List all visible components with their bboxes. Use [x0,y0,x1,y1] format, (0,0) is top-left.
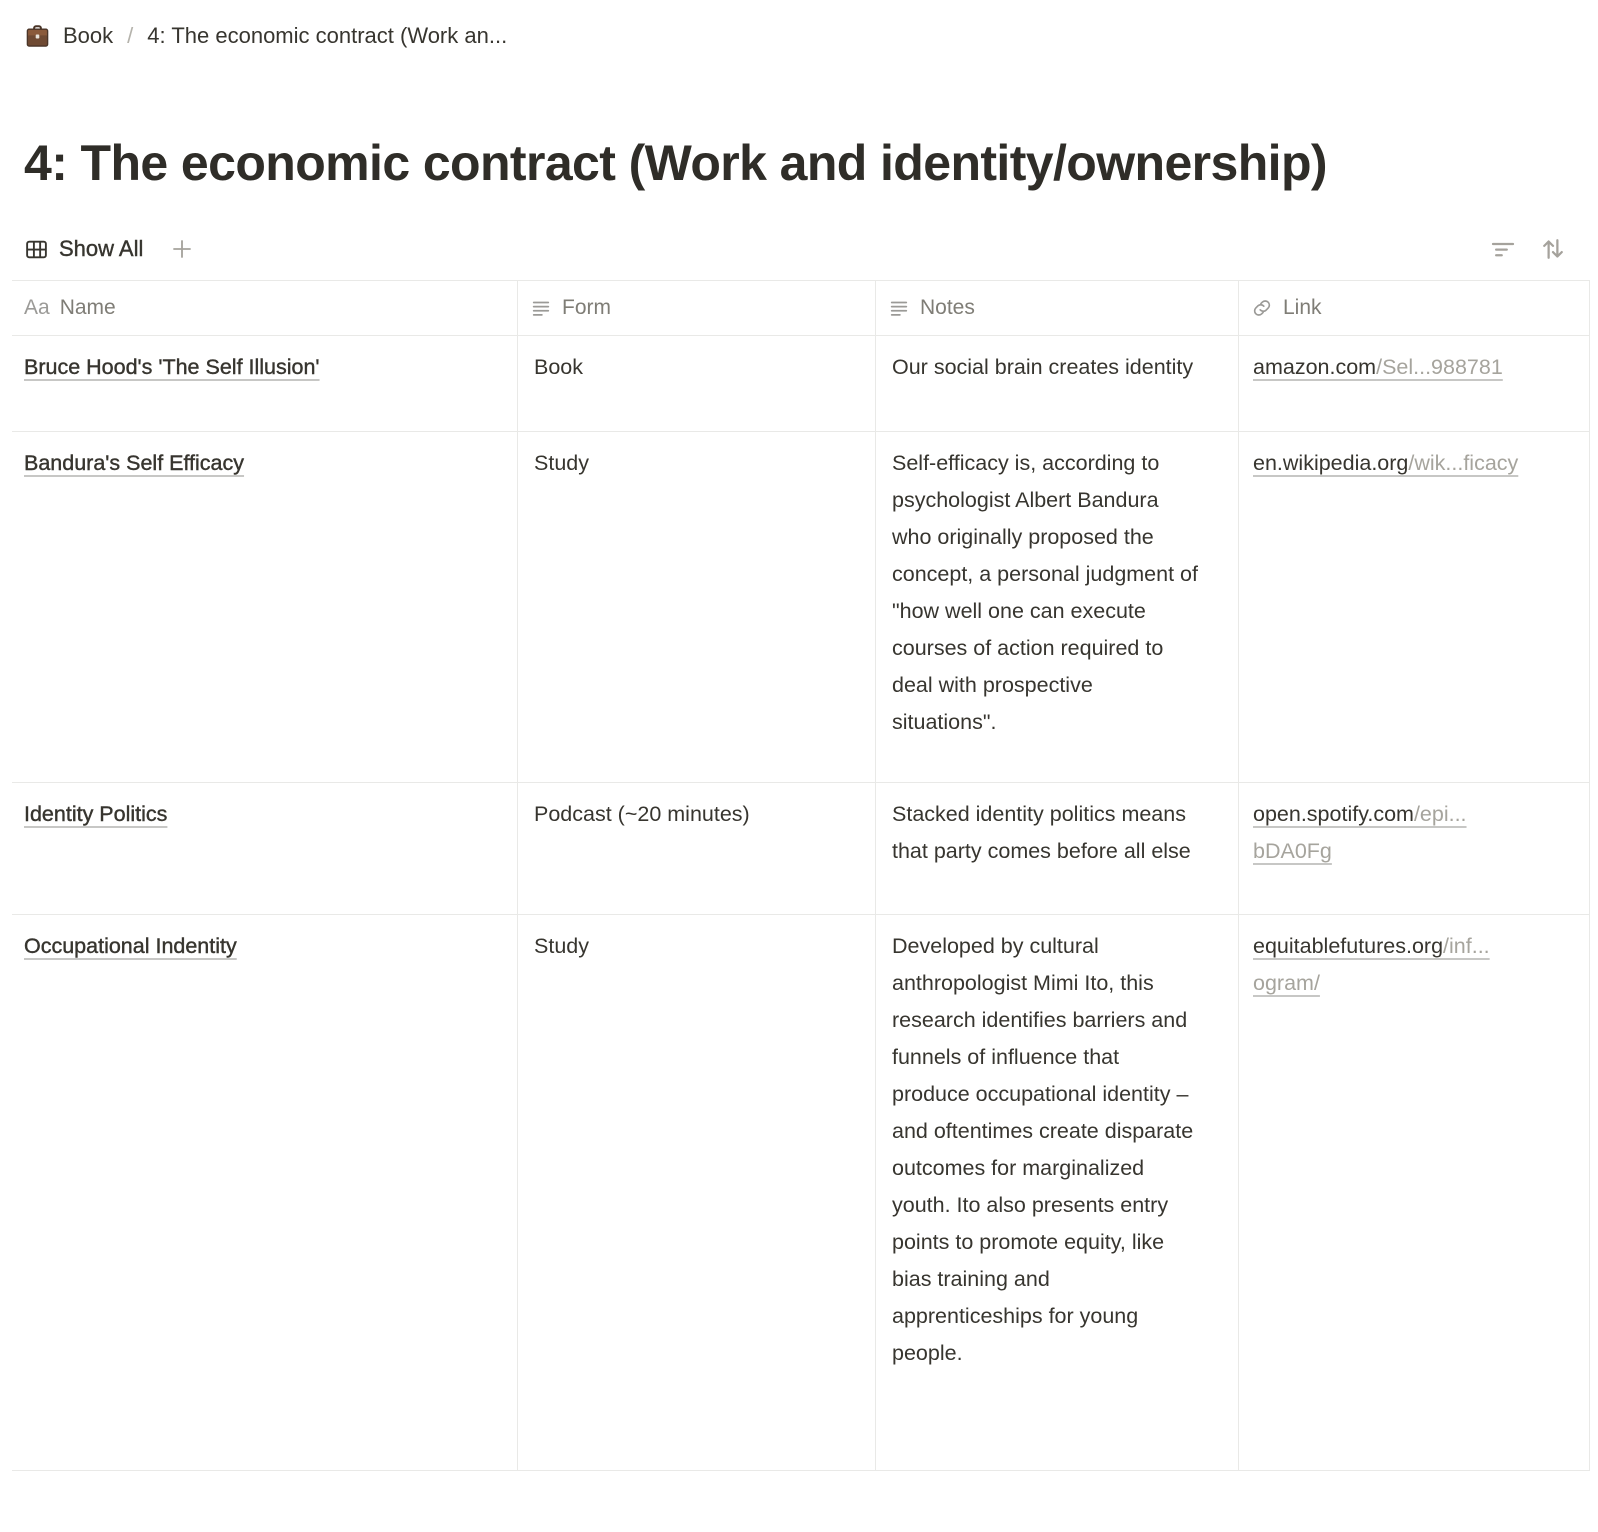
external-link[interactable] [1253,802,1571,870]
breadcrumb [0,0,1598,54]
table-row [12,915,1589,1471]
view-tab-label: Show All [59,236,144,261]
cell-link[interactable] [1239,783,1589,914]
link-host: equitablefutures.org [1253,934,1444,958]
column-header-label: Link [1283,296,1322,319]
table-row [12,336,1589,432]
cell-link[interactable] [1239,915,1589,1470]
cell-name[interactable] [12,336,518,431]
column-header-label: Notes [920,296,975,319]
link-path: /inf... [1443,934,1490,958]
table-row [12,432,1589,783]
cell-name[interactable] [12,432,518,782]
cell-name[interactable] [12,783,518,914]
text-property-icon [888,297,910,319]
column-header-label: Form [562,296,611,319]
external-link[interactable] [1253,934,1571,1002]
column-header-label: Name [59,296,116,319]
link-path-continued: bDA0Fg [1253,839,1332,863]
table-view-icon [24,237,49,262]
link-host: en.wikipedia.org [1253,451,1409,475]
table-header-row [12,280,1589,336]
external-link[interactable] [1253,355,1503,379]
link-path: /Sel...988781 [1376,355,1503,379]
filter-icon[interactable] [1478,230,1528,268]
breadcrumb-separator: / [127,23,134,48]
view-toolbar [12,218,1578,280]
database-table [12,280,1590,1471]
cell-notes[interactable]: Developed by cultural anthropologist Mimi Ito, this research identifies barriers and funnels of influence that produce occupational identity – and oftentimes create disparate outcomes for marginalized youth. Ito also presents entry points to promote equity, like bias training and apprenticeships for young people. [876,915,1239,1470]
cell-link[interactable] [1239,336,1589,431]
cell-form[interactable]: Study [518,915,876,1470]
table-body [12,336,1589,1471]
column-header-link[interactable] [1239,281,1589,335]
cell-form[interactable]: Study [518,432,876,782]
briefcase-icon [24,23,51,50]
page-link[interactable]: Bandura's Self Efficacy [24,451,245,475]
text-property-icon [530,297,552,319]
add-view-icon[interactable] [165,232,199,266]
link-path: /wik...ficacy [1408,451,1519,475]
table-row [12,783,1589,915]
link-path-continued: ogram/ [1253,971,1320,995]
column-header-name[interactable] [12,281,518,335]
page-title: 4: The economic contract (Work and identity/ownership) [24,135,1327,191]
cell-notes[interactable]: Our social brain creates identity [876,336,1239,431]
cell-name[interactable] [12,915,518,1470]
external-link[interactable] [1253,451,1518,475]
sort-icon[interactable] [1528,229,1578,269]
page-link[interactable]: Identity Politics [24,802,168,826]
link-host: open.spotify.com [1253,802,1414,826]
column-header-notes[interactable] [876,281,1239,335]
link-host: amazon.com [1253,355,1377,379]
cell-form[interactable]: Podcast (~20 minutes) [518,783,876,914]
cell-link[interactable] [1239,432,1589,782]
cell-form[interactable]: Book [518,336,876,431]
page-link[interactable]: Bruce Hood's 'The Self Illusion' [24,355,320,379]
cell-notes[interactable]: Self-efficacy is, according to psychologist Albert Bandura who originally proposed the concept, a personal judgment of "how well one can execute courses of action required to deal with prospective situations". [876,432,1239,782]
cell-notes[interactable]: Stacked identity politics means that party comes before all else [876,783,1239,914]
view-tab-show-all[interactable] [12,230,155,268]
page-link[interactable]: Occupational Indentity [24,934,237,958]
breadcrumb-current-page[interactable]: 4: The economic contract (Work an... [147,23,508,48]
breadcrumb-root[interactable]: Book [63,23,114,48]
url-property-icon [1251,297,1273,319]
link-path: /epi... [1413,802,1467,826]
title-property-icon: Aa [24,296,50,319]
column-header-form[interactable] [518,281,876,335]
